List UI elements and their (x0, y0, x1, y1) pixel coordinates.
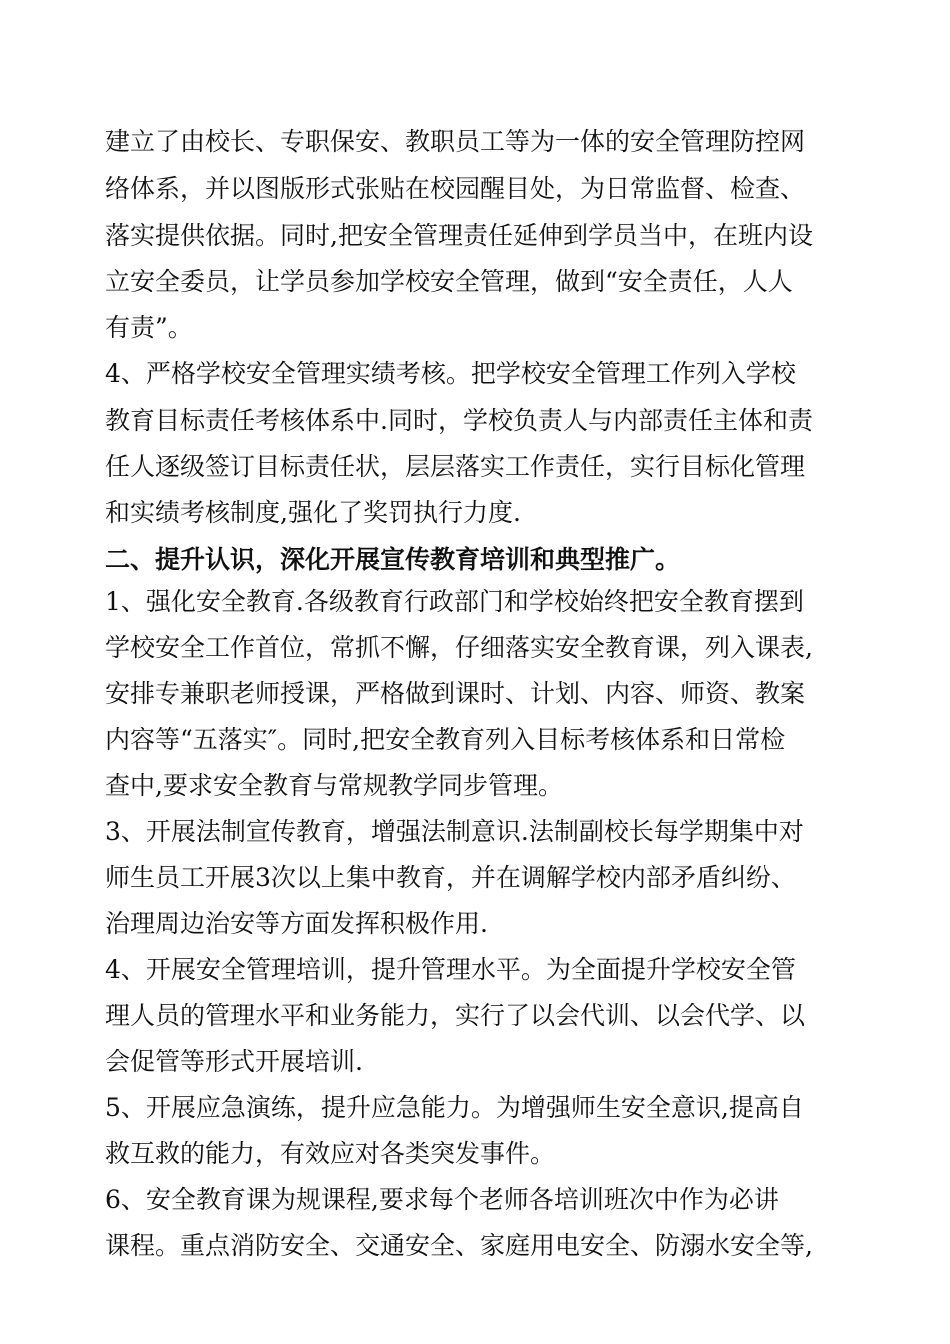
text-line: 立安全委员，让学员参加学校安全管理，做到“安全责任，人人 (105, 267, 793, 296)
text-line: 师生员工开展3次以上集中教育，并在调解学校内部矛盾纠纷、 (105, 863, 796, 892)
text-line: 建立了由校长、专职保安、教职员工等为一体的安全管理防控网 (105, 127, 806, 156)
text-line: 和实绩考核制度,强化了奖罚执行力度. (105, 498, 521, 527)
text-line: 3、开展法制宣传教育，增强法制意识.法制副校长每学期集中对 (105, 817, 804, 846)
text-line: 6、安全教育课为规课程,要求每个老师各培训班次中作为必讲 (105, 1185, 779, 1214)
text-line: 有责”。 (105, 313, 193, 342)
text-line: 理人员的管理水平和业务能力，实行了以会代训、以会代学、以 (105, 1001, 806, 1030)
text-line: 会促管等形式开展培训. (105, 1047, 363, 1076)
text-line: 救互救的能力，有效应对各类突发事件。 (105, 1139, 556, 1168)
text-line: 1、强化安全教育.各级教育行政部门和学校始终把安全教育摆到 (105, 587, 804, 616)
text-line: 4、严格学校安全管理实绩考核。把学校安全管理工作列入学校 (105, 359, 796, 388)
text-line: 教育目标责任考核体系中.同时，学校负责人与内部责任主体和责 (105, 406, 813, 435)
text-line: 任人逐级签订目标责任状，层层落实工作责任，实行目标化管理 (105, 452, 806, 481)
text-line: 内容等“五落实″。同时,把安全教育列入目标考核体系和日常检 (105, 725, 786, 754)
text-line: 学校安全工作首位，常抓不懈，仔细落实安全教育课，列入课表, (105, 633, 813, 662)
text-line: 络体系，并以图版形式张贴在校园醒目处，为日常监督、检查、 (105, 174, 806, 203)
section-heading: 二、提升认识，深化开展宣传教育培训和典型推广。 (105, 545, 681, 574)
text-line: 查中,要求安全教育与常规教学同步管理。 (105, 771, 563, 800)
text-line: 落实提供依据。同时,把安全管理责任延伸到学员当中，在班内设 (105, 221, 813, 250)
text-line: 治理周边治安等方面发挥积极作用. (105, 909, 488, 938)
text-line: 安排专兼职老师授课，严格做到课时、计划、内容、师资、教案 (105, 679, 806, 708)
text-line: 课程。重点消防安全、交通安全、家庭用电安全、防溺水安全等, (105, 1231, 813, 1260)
text-line: 4、开展安全管理培训，提升管理水平。为全面提升学校安全管 (105, 955, 796, 984)
text-line: 5、开展应急演练，提升应急能力。为增强师生安全意识,提高自 (105, 1093, 804, 1122)
